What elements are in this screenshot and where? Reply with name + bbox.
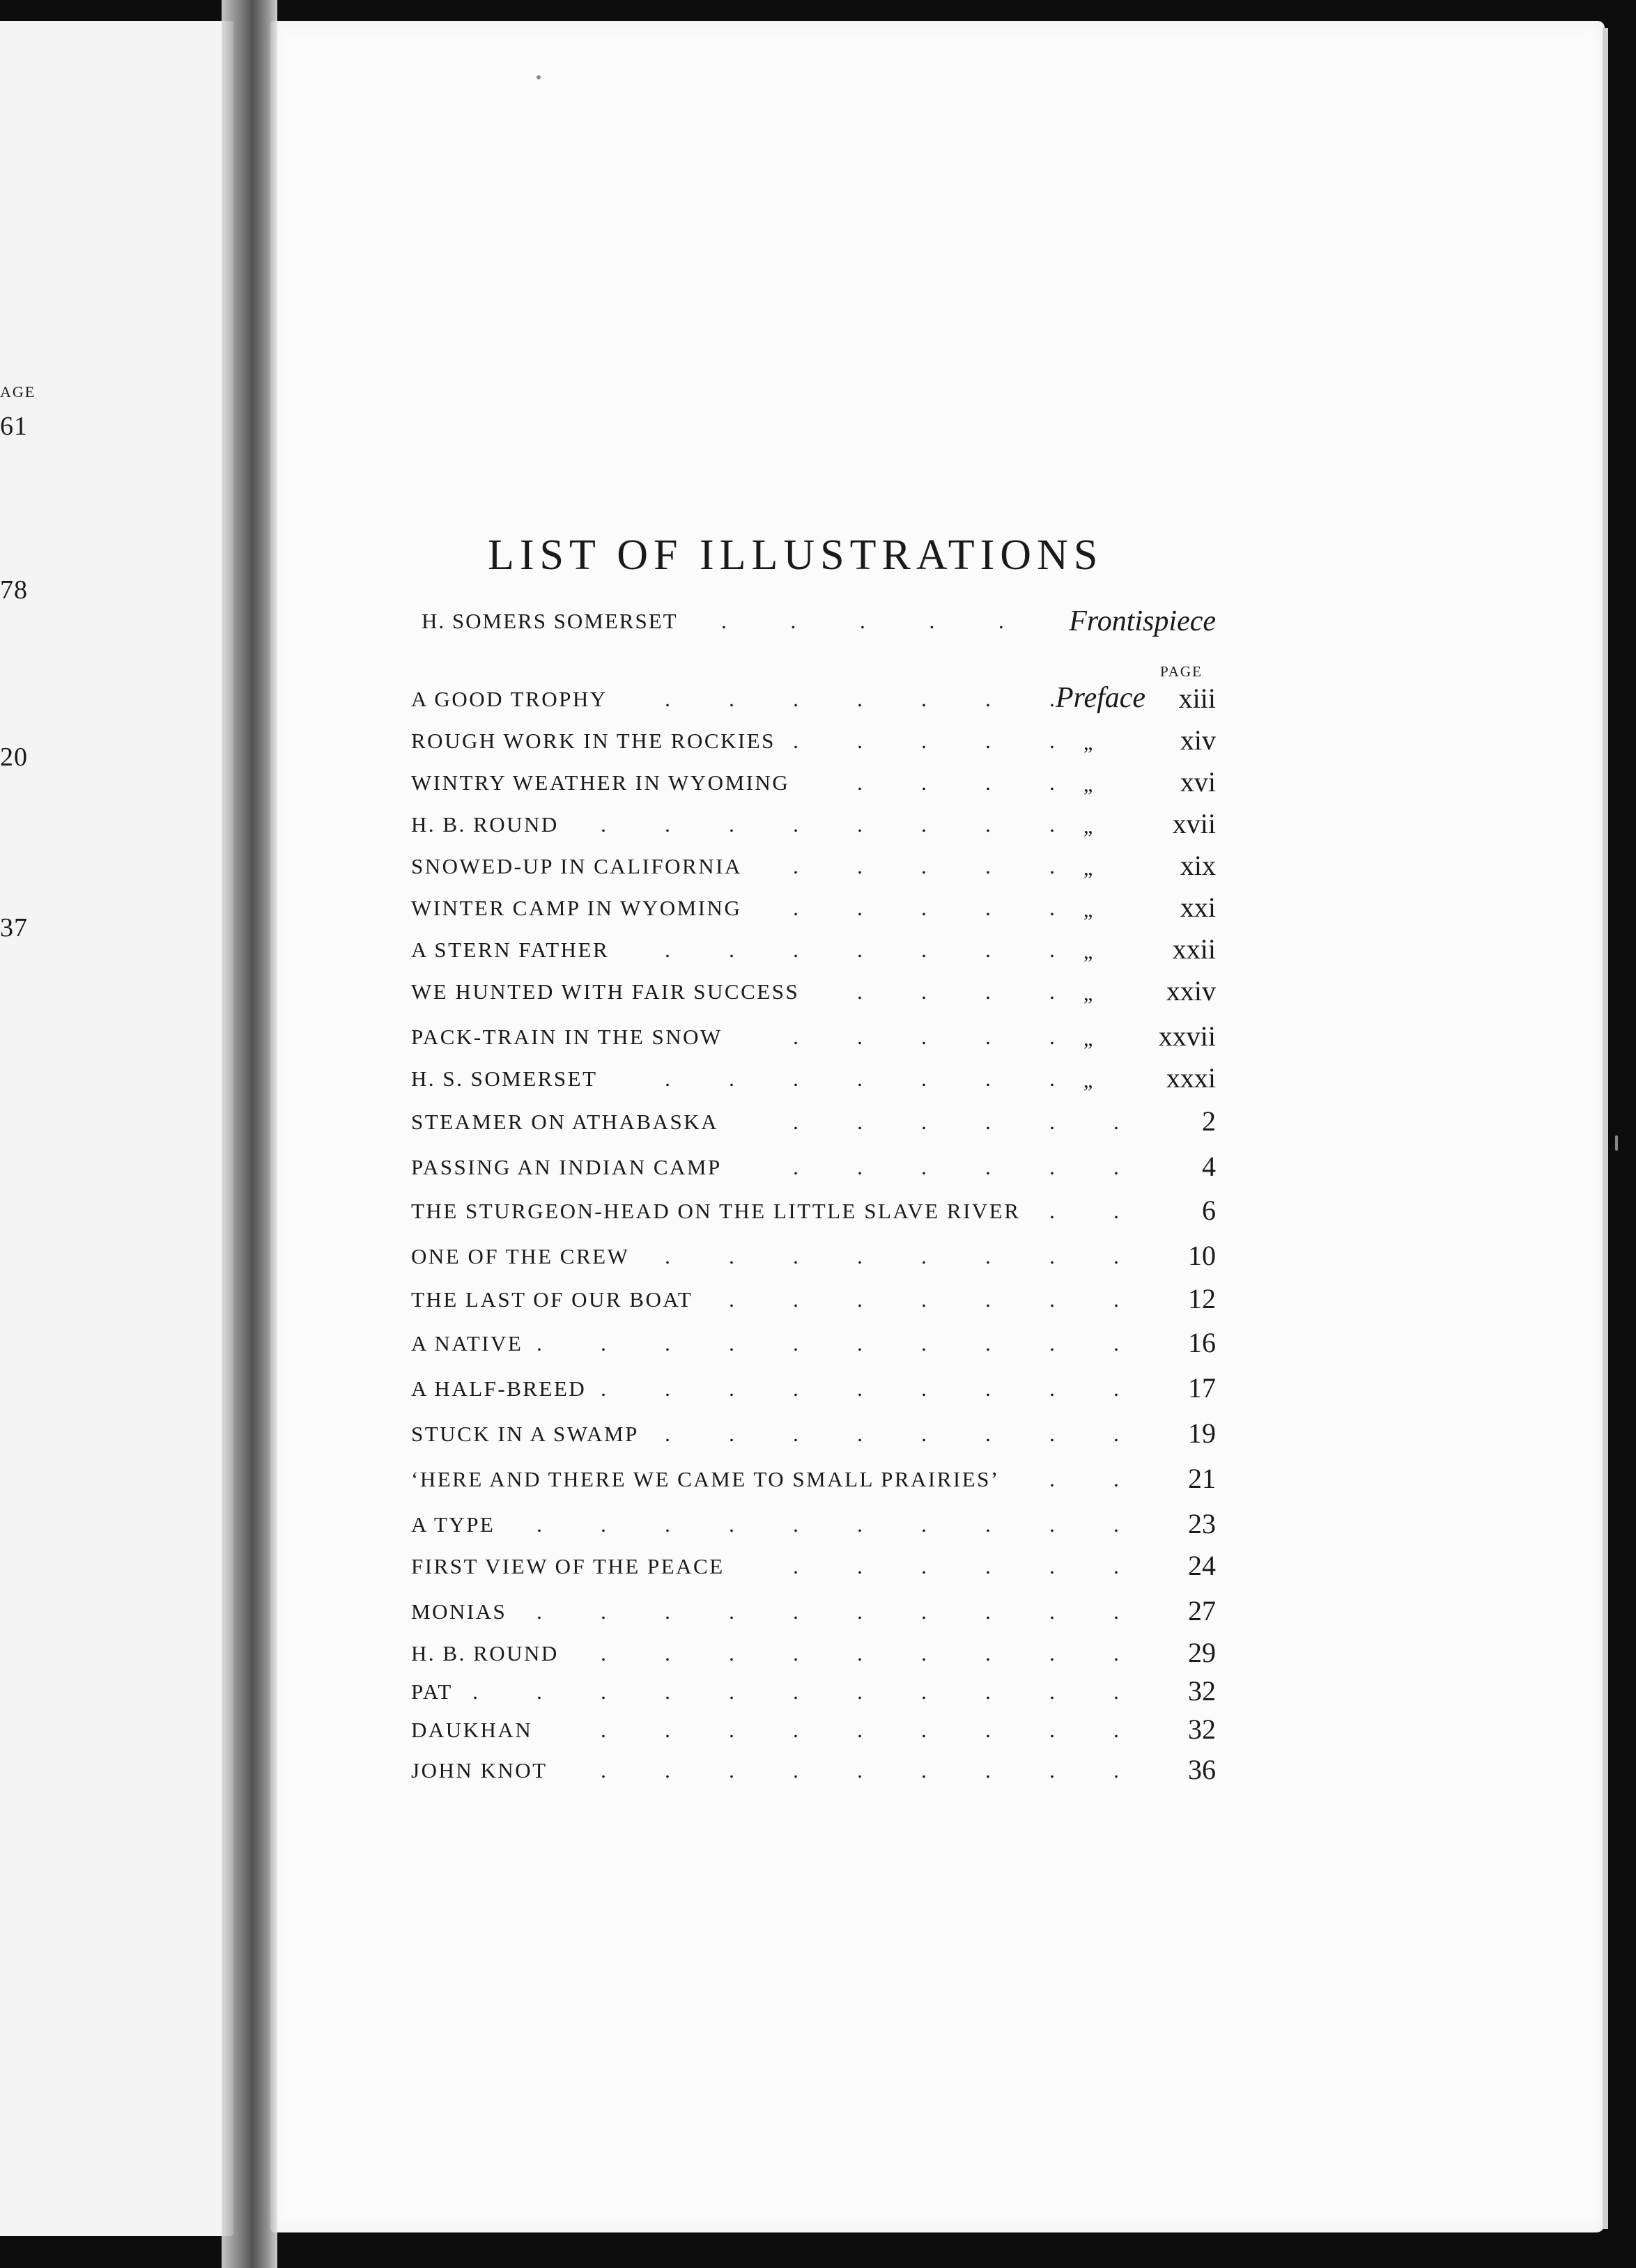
entry-page-number: xiii <box>1178 683 1216 714</box>
entry-caption: STUCK IN A SWAMP <box>411 1422 639 1446</box>
illustration-entry <box>411 1013 1216 1055</box>
illustration-entry <box>411 926 1216 968</box>
dot-leader: . . . . . <box>793 854 1055 878</box>
illustration-entry <box>411 717 1216 759</box>
dot-leader: . . . . . <box>793 896 1055 920</box>
frontispiece-entry <box>422 605 1216 646</box>
illustration-entry <box>411 676 1216 717</box>
entry-caption: H. SOMERS SOMERSET <box>422 609 678 633</box>
dot-leader: . . . . . . <box>793 1155 1119 1179</box>
ditto-mark: „ <box>1083 731 1093 754</box>
entry-page-number: xxii <box>1172 933 1216 965</box>
entry-caption: DAUKHAN <box>411 1718 533 1742</box>
entry-caption: ONE OF THE CREW <box>411 1244 630 1268</box>
entry-caption: SNOWED-UP IN CALIFORNIA <box>411 854 742 878</box>
entry-page-number: 2 <box>1202 1105 1216 1137</box>
entry-caption: H. B. ROUND <box>411 812 559 837</box>
entry-caption: STEAMER ON ATHABASKA <box>411 1110 718 1134</box>
entry-page-number: xxxi <box>1166 1062 1216 1094</box>
ditto-mark: „ <box>1083 982 1093 1005</box>
entry-page-number: xvi <box>1180 766 1216 798</box>
entry-caption: JOHN KNOT <box>411 1758 548 1782</box>
illustration-entry <box>411 1411 1216 1452</box>
entry-page-number: 27 <box>1188 1595 1216 1626</box>
entry-caption: A NATIVE <box>411 1331 523 1356</box>
entry-caption: PACK-TRAIN IN THE SNOW <box>411 1025 723 1049</box>
illustration-entry <box>411 1747 1216 1789</box>
illustration-entry <box>411 843 1216 885</box>
dot-leader: . . . . . <box>793 729 1055 753</box>
entry-page-number: 10 <box>1188 1240 1216 1271</box>
page-edge <box>1603 28 1608 2229</box>
facing-page-number: 61 <box>0 412 28 441</box>
entry-page-number: 32 <box>1188 1675 1216 1707</box>
facing-page-number: 37 <box>0 913 28 942</box>
entry-caption: PASSING AN INDIAN CAMP <box>411 1155 722 1179</box>
dot-leader: . . . . . <box>721 609 1033 633</box>
ditto-mark: „ <box>1083 857 1093 880</box>
illustration-entry <box>411 1055 1216 1097</box>
entry-caption: MONIAS <box>411 1599 507 1624</box>
entry-page-number: 6 <box>1202 1195 1216 1226</box>
entry-page-number: xvii <box>1172 808 1216 839</box>
entry-page-number: xxi <box>1180 892 1216 923</box>
page-gutter <box>222 0 277 2268</box>
illustration-entry <box>411 1188 1216 1229</box>
illustration-entry <box>411 1320 1216 1362</box>
entry-caption: THE LAST OF OUR BOAT <box>411 1287 693 1312</box>
illustration-entry <box>411 1098 1216 1140</box>
dot-leader: . . . . . . . . . . <box>537 1599 1119 1624</box>
entry-page-number: 17 <box>1188 1372 1216 1404</box>
dot-leader: . . . . . . <box>793 1554 1119 1578</box>
ditto-mark: „ <box>1083 773 1093 796</box>
entry-caption: H. B. ROUND <box>411 1641 559 1665</box>
illustration-entry <box>411 1543 1216 1585</box>
illustration-entry <box>411 1456 1216 1498</box>
entry-caption: A TYPE <box>411 1512 495 1537</box>
illustration-entry <box>411 1144 1216 1186</box>
entry-caption: A GOOD TROPHY <box>411 687 608 711</box>
entry-page-number: 32 <box>1188 1714 1216 1745</box>
entry-caption: H. S. SOMERSET <box>411 1066 598 1091</box>
illustration-entry <box>411 1668 1216 1710</box>
entry-page-number: xxvii <box>1158 1020 1216 1052</box>
dot-leader: . . <box>1049 1467 1119 1491</box>
dot-leader: . . . . . . . <box>665 1066 1055 1091</box>
dot-leader: . . . . . . . . . <box>601 1641 1119 1665</box>
facing-page-header: AGE <box>0 383 36 401</box>
facing-page-number: 20 <box>0 743 28 772</box>
entry-page-number: 24 <box>1188 1550 1216 1581</box>
entry-caption: ROUGH WORK IN THE ROCKIES <box>411 729 775 753</box>
entry-page-number: 16 <box>1188 1327 1216 1358</box>
illustration-entry <box>411 1276 1216 1318</box>
entry-page-number: 29 <box>1188 1637 1216 1668</box>
dot-leader: . . . . . . . . . <box>601 1376 1119 1401</box>
entry-caption: FIRST VIEW OF THE PEACE <box>411 1554 725 1578</box>
entry-caption: THE STURGEON-HEAD ON THE LITTLE SLAVE RIVER <box>411 1199 1021 1223</box>
ditto-mark: „ <box>1083 1069 1093 1092</box>
page-title: LIST OF ILLUSTRATIONS <box>488 531 1104 579</box>
entry-page-number: 23 <box>1188 1508 1216 1539</box>
dot-leader: . . . . . . . <box>729 1287 1119 1312</box>
entry-page-number: 36 <box>1188 1754 1216 1785</box>
dot-leader: . . <box>1049 1199 1119 1223</box>
dot-leader: . . . . . . <box>793 1110 1119 1134</box>
illustration-entry <box>411 1233 1216 1275</box>
dot-leader: . . . . . . . . . . . <box>472 1679 1119 1704</box>
illustration-entry <box>411 1707 1216 1748</box>
entry-caption: PAT <box>411 1679 453 1704</box>
entry-page-number: 21 <box>1188 1463 1216 1494</box>
ditto-mark: „ <box>1083 899 1093 922</box>
illustration-entry <box>411 801 1216 843</box>
dot-leader: . . . . <box>857 979 1055 1004</box>
frontispiece-label: Frontispiece <box>1069 605 1216 637</box>
entry-page-number: xxiv <box>1166 975 1216 1007</box>
dot-leader: . . . . . <box>793 1025 1055 1049</box>
page-column-header: PAGE <box>1160 663 1203 680</box>
dot-leader: . . . . . . . . <box>665 1422 1119 1446</box>
facing-page-number: 78 <box>0 575 28 605</box>
paper-speck <box>537 75 541 79</box>
entry-caption: A HALF-BREED <box>411 1376 587 1401</box>
illustration-entry <box>411 968 1216 1010</box>
dot-leader: . . . . . . . . <box>665 1244 1119 1268</box>
dot-leader: . . . . . . . . <box>601 812 1055 837</box>
ditto-mark: „ <box>1083 815 1093 838</box>
dot-leader: . . . . . . . . . . <box>537 1512 1119 1537</box>
dot-leader: . . . . . . . . . <box>601 1758 1119 1782</box>
entry-caption: WE HUNTED WITH FAIR SUCCESS <box>411 979 800 1004</box>
ditto-mark: „ <box>1083 940 1093 963</box>
entry-page-number: xix <box>1180 850 1216 881</box>
dot-leader: . . . . . . . <box>665 938 1055 962</box>
ditto-mark: „ <box>1083 1027 1093 1050</box>
illustration-entry <box>411 1630 1216 1672</box>
entry-caption: ‘HERE AND THERE WE CAME TO SMALL PRAIRIES’ <box>411 1467 1000 1491</box>
illustration-entry <box>411 885 1216 926</box>
preface-label: Preface <box>1056 682 1146 714</box>
entry-caption: A STERN FATHER <box>411 938 610 962</box>
illustration-entry <box>411 1365 1216 1407</box>
entry-page-number: 4 <box>1202 1151 1216 1182</box>
entry-caption: WINTER CAMP IN WYOMING <box>411 896 742 920</box>
illustration-entry <box>411 759 1216 801</box>
illustration-entry <box>411 1501 1216 1543</box>
dot-leader: . . . . . . . . . . <box>537 1331 1119 1356</box>
illustration-entry <box>411 1588 1216 1630</box>
entry-caption: WINTRY WEATHER IN WYOMING <box>411 770 790 795</box>
dot-leader: . . . . . . . . . <box>601 1718 1119 1742</box>
entry-page-number: xiv <box>1180 724 1216 756</box>
entry-page-number: 19 <box>1188 1418 1216 1449</box>
dot-leader: . . . . . . . <box>665 687 1055 711</box>
facing-page <box>0 21 233 2236</box>
entry-page-number: 12 <box>1188 1283 1216 1314</box>
paper-speck <box>1615 1135 1618 1151</box>
dot-leader: . . . . <box>857 770 1055 795</box>
